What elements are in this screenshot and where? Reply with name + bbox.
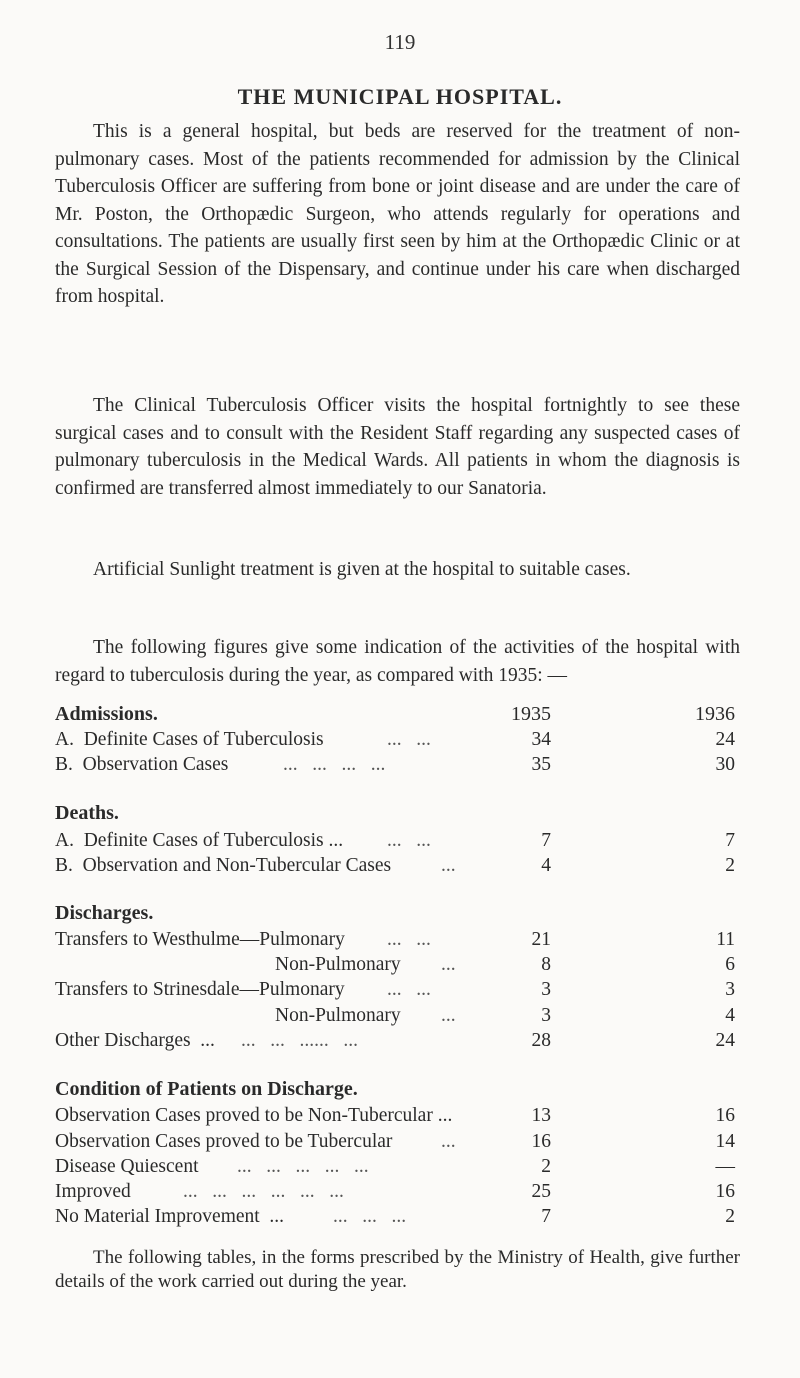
row-label: Improved (55, 1180, 131, 1202)
value-1935: 34 (531, 729, 551, 751)
value-1935: 13 (531, 1105, 551, 1127)
value-1936: 16 (715, 1180, 735, 1202)
row-label: Other Discharges ... (55, 1029, 215, 1051)
value-1935: 3 (541, 979, 551, 1001)
table-row (55, 1181, 745, 1209)
section-deaths: Deaths. (55, 802, 119, 824)
paragraph-figures-intro: The following figures give some indication of the activities of the hospital with regard to tuberculosis during the year, as compared with 1935: — (55, 637, 740, 686)
row-label: Disease Quiescent (55, 1155, 199, 1177)
row-label: Transfers to Westhulme—Pulmonary (55, 928, 345, 950)
table-row (55, 855, 745, 883)
table-row (55, 1156, 745, 1184)
value-1935: 8 (541, 954, 551, 976)
value-1936: — (715, 1155, 735, 1177)
leader-dots: ... (441, 1130, 456, 1152)
leader-dots: ... ... (387, 829, 431, 851)
value-1936: 30 (715, 754, 735, 776)
row-label: B. Observation Cases (55, 754, 229, 776)
row-label: Observation Cases proved to be Tubercular (55, 1130, 393, 1152)
page-number: 119 (384, 30, 416, 54)
row-label: Transfers to Strinesdale—Pulmonary (55, 979, 345, 1001)
value-1936: 7 (725, 829, 735, 851)
paragraph-tables-note: The following tables, in the forms prescribed by the Ministry of Health, give further details of the work carried out during the year. (55, 1247, 740, 1292)
table-row (55, 1105, 745, 1133)
leader-dots: ... ... ...... ... (241, 1029, 358, 1051)
value-1936: 2 (725, 855, 735, 877)
year-header-1935: 1935 (511, 703, 551, 725)
value-1936: 11 (716, 928, 735, 950)
page-title: THE MUNICIPAL HOSPITAL. (237, 84, 563, 109)
value-1935: 28 (531, 1029, 551, 1051)
row-label: Non-Pulmonary (275, 1004, 401, 1026)
value-1935: 2 (541, 1155, 551, 1177)
row-label: A. Definite Cases of Tuberculosis (55, 729, 324, 751)
leader-dots: ... ... ... (333, 1206, 407, 1228)
table-row (55, 929, 745, 957)
table-row (55, 1131, 745, 1159)
value-1936: 3 (725, 979, 735, 1001)
table-row (55, 954, 745, 982)
table-row (55, 1030, 745, 1058)
row-label: A. Definite Cases of Tuberculosis ... (55, 829, 344, 851)
value-1935: 3 (541, 1004, 551, 1026)
leader-dots: ... (441, 1004, 456, 1026)
section-discharges: Discharges. (55, 901, 154, 924)
table-row (55, 1005, 745, 1033)
section-condition: Condition of Patients on Discharge. (55, 1078, 358, 1101)
value-1936: 24 (715, 1029, 735, 1051)
value-1935: 25 (531, 1180, 551, 1202)
leader-dots: ... ... (387, 729, 431, 751)
value-1935: 4 (541, 855, 551, 877)
value-1935: 7 (541, 1206, 551, 1228)
value-1935: 16 (531, 1130, 551, 1152)
leader-dots: ... ... ... ... (283, 754, 386, 776)
value-1936: 14 (715, 1130, 735, 1152)
leader-dots: ... ... ... ... ... ... (183, 1180, 344, 1202)
value-1936: 6 (725, 954, 735, 976)
year-header-1936: 1936 (695, 703, 735, 725)
leader-dots: ... ... (387, 928, 431, 950)
leader-dots: ... ... (387, 979, 431, 1001)
row-label: No Material Improvement ... (55, 1206, 285, 1228)
table-row (55, 830, 745, 858)
leader-dots: ... (441, 855, 456, 877)
value-1936: 2 (725, 1206, 735, 1228)
section-admissions: Admissions. (55, 703, 158, 725)
leader-dots: ... ... ... ... ... (237, 1155, 369, 1177)
value-1936: 4 (725, 1004, 735, 1026)
table-row (55, 1206, 745, 1234)
paragraph-officer-visits: The Clinical Tuberculosis Officer visits the hospital fortnightly to see these surgical cases and to consult with the Resident Staff regarding any suspected cases of pulmonary tuberculosis in the Medical Wards. All patients in whom the diagnosis is confirmed are transferred almost immediately to our Sanatoria. (55, 395, 740, 499)
table-row (55, 754, 745, 782)
value-1935: 7 (541, 829, 551, 851)
value-1935: 21 (531, 928, 551, 950)
row-label: Observation Cases proved to be Non-Tubercular ... (55, 1105, 453, 1127)
paragraph-sunlight-treatment: Artificial Sunlight treatment is given at the hospital to suitable cases. (93, 559, 631, 580)
row-label: Non-Pulmonary (275, 954, 401, 976)
table-row (55, 729, 745, 757)
value-1936: 24 (715, 729, 735, 751)
row-label: B. Observation and Non-Tubercular Cases (55, 855, 392, 877)
value-1935: 35 (531, 754, 551, 776)
value-1936: 16 (715, 1105, 735, 1127)
paragraph-hospital-description: This is a general hospital, but beds are reserved for the treatment of non-pulmonary cases. Most of the patients recommended for admission by the Clinical Tuberculosis Officer are suffering from bone or joint disease and are under the care of Mr. Poston, the Orthopædic Surgeon, who attends regularly for operations and consultations. The patients are usually first seen by him at the Orthopædic Clinic or at the Surgical Session of the Dispensary, and continue under his care when discharged from hospital. (55, 121, 740, 307)
leader-dots: ... (441, 954, 456, 976)
table-row (55, 979, 745, 1007)
